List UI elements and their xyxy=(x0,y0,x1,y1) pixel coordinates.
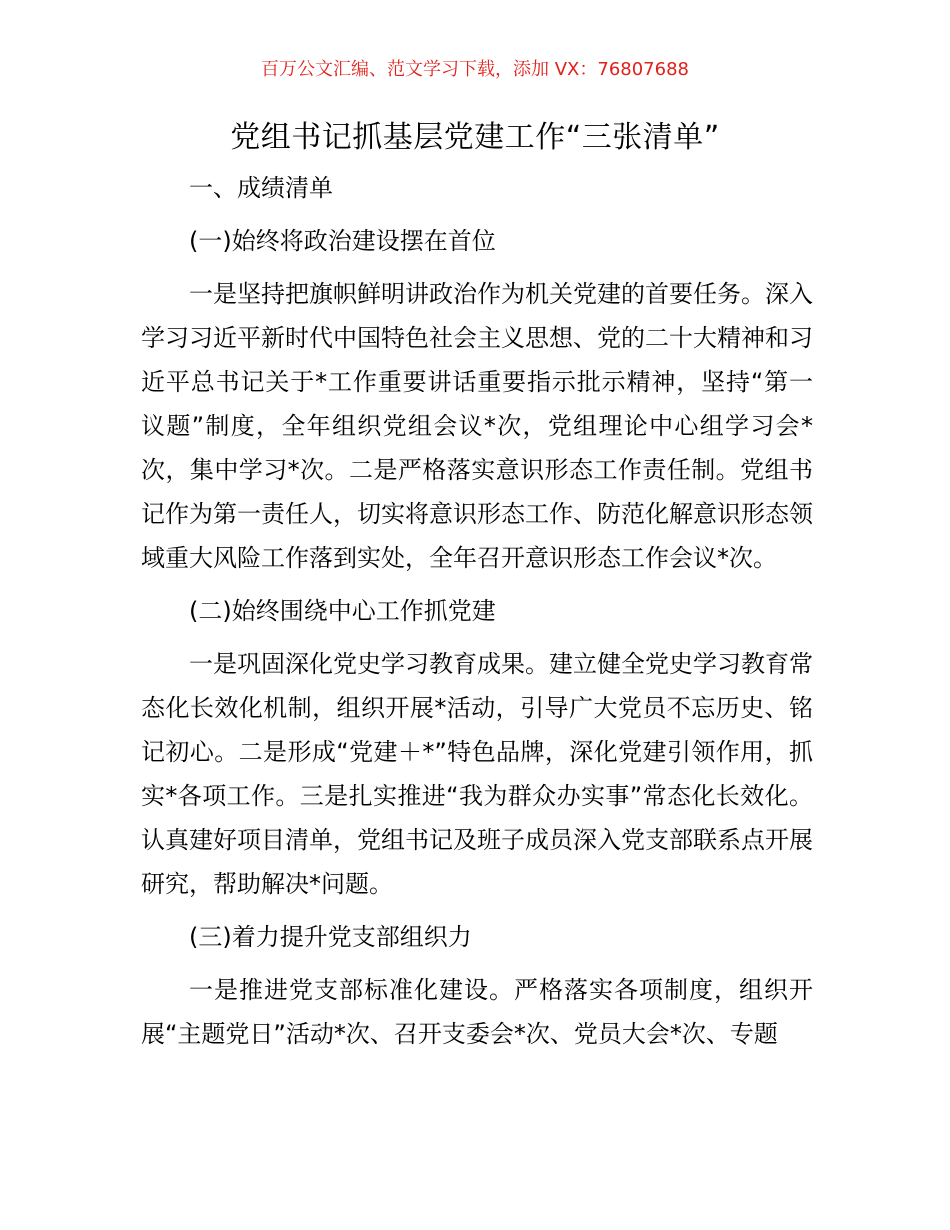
paragraph-central-work: 一是巩固深化党史学习教育成果。建立健全党史学习教育常态化长效化机制，组织开展*活动，引导广大党员不忘历史、铭记初心。二是形成“党建＋*”特色品牌，深化党建引领作用，抓实*各项工作。三是扎实推进“我为群众办实事”常态化长效化。认真建好项目清单，党组书记及班子成员深入党支部联系点开展研究，帮助解决*问题。 xyxy=(141,650,813,898)
document-title: 党组书记抓基层党建工作“三张清单” xyxy=(230,120,720,155)
paragraph-branch-organization: 一是推进党支部标准化建设。严格落实各项制度，组织开展“主题党日”活动*次、召开支委会*次、党员大会*次、专题 xyxy=(141,976,813,1048)
subsection-heading-branch-organization: (三)着力提升党支部组织力 xyxy=(189,923,472,951)
paragraph-political-building: 一是坚持把旗帜鲜明讲政治作为机关党建的首要任务。深入学习习近平新时代中国特色社会主义思想、党的二十大精神和习近平总书记关于*工作重要讲话重要指示批示精神，坚持“第一议题”制度，全年组织党组会议*次，党组理论中心组学习会*次，集中学习*次。二是严格落实意识形态工作责任制。党组书记作为第一责任人，切实将意识形态工作、防范化解意识形态领域重大风险工作落到实处，全年召开意识形态工作会议*次。 xyxy=(141,280,813,572)
document-body xyxy=(141,166,813,1065)
section-heading-achievements: 一、成绩清单 xyxy=(189,174,333,202)
subsection-heading-political: (一)始终将政治建设摆在首位 xyxy=(189,227,496,255)
subsection-heading-central-work: (二)始终围绕中心工作抓党建 xyxy=(189,597,496,625)
watermark-text: 百万公文汇编、范文学习下载，添加 VX：76807688 xyxy=(261,59,689,80)
